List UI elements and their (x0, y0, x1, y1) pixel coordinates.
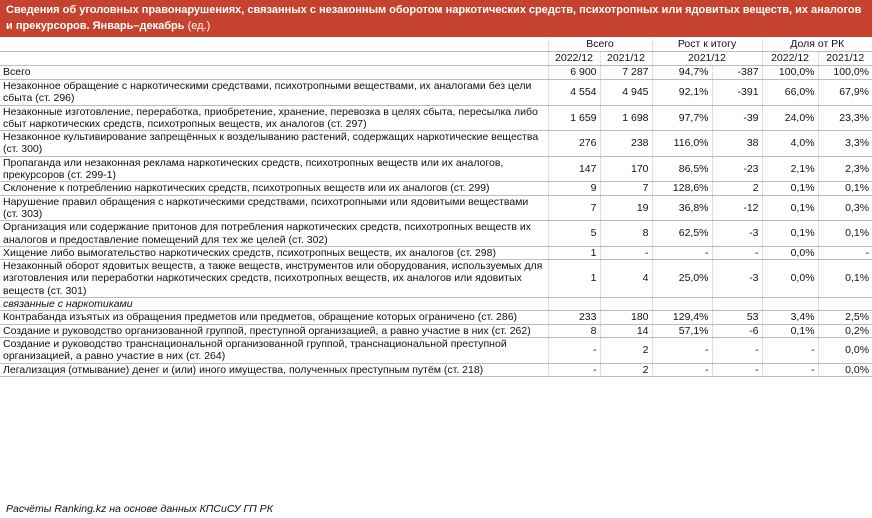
subheading-label: связанные с наркотиками (0, 298, 548, 311)
cell-value: 100,0% (762, 66, 818, 80)
table-row (0, 195, 872, 221)
empty-cell (548, 298, 600, 311)
header-year: 2021/12 (600, 52, 652, 66)
cell-value: 233 (548, 311, 600, 324)
cell-value: - (818, 246, 872, 259)
cell-value: 5 (548, 221, 600, 247)
cell-value: 0,1% (818, 221, 872, 247)
cell-value: - (600, 246, 652, 259)
cell-value: - (762, 363, 818, 376)
header-year: 2022/12 (548, 52, 600, 66)
cell-value: 62,5% (652, 221, 712, 247)
empty-cell (600, 298, 652, 311)
cell-value: 6 900 (548, 66, 600, 80)
cell-value: 0,1% (818, 260, 872, 298)
cell-value: -387 (712, 66, 762, 80)
cell-value: 0,1% (762, 221, 818, 247)
cell-value: - (652, 337, 712, 363)
cell-value: 94,7% (652, 66, 712, 80)
table-row (0, 260, 872, 298)
cell-value: 0,1% (762, 324, 818, 337)
cell-value: 1 (548, 260, 600, 298)
header-share-group: Доля от РК (762, 38, 872, 52)
crime-stats-table (0, 38, 872, 377)
row-label: Всего (0, 66, 548, 80)
row-label: Хищение либо вымогательство наркотических средств, психотропных веществ, их аналогов (ст. 298) (0, 246, 548, 259)
cell-value: 7 (548, 195, 600, 221)
cell-value: 276 (548, 131, 600, 157)
source-note: Расчёты Ranking.kz на основе данных КПСиСУ ГП РК (6, 503, 273, 515)
cell-value: 0,3% (818, 195, 872, 221)
cell-value: - (762, 337, 818, 363)
cell-value: 2,3% (818, 156, 872, 182)
table-row (0, 156, 872, 182)
header-total-group: Всего (548, 38, 652, 52)
cell-value: 38 (712, 131, 762, 157)
cell-value: 1 698 (600, 105, 652, 131)
cell-value: 9 (548, 182, 600, 195)
cell-value: 238 (600, 131, 652, 157)
cell-value: 3,4% (762, 311, 818, 324)
cell-value: -3 (712, 221, 762, 247)
cell-value: 2 (600, 337, 652, 363)
row-label: Незаконный оборот ядовитых веществ, а также веществ, инструментов или оборудования, используемых для изготовления или переработки наркотических средств, психотропных веществ, их аналогов или ядовитых веществ (ст. 301) (0, 260, 548, 298)
table-row (0, 246, 872, 259)
cell-value: 2,5% (818, 311, 872, 324)
empty-cell (818, 298, 872, 311)
cell-value: -23 (712, 156, 762, 182)
cell-value: 2,1% (762, 156, 818, 182)
cell-value: 92,1% (652, 80, 712, 106)
row-label: Контрабанда изъятых из обращения предметов или предметов, обращение которых ограничено (ст. 286) (0, 311, 548, 324)
cell-value: 0,0% (762, 260, 818, 298)
cell-value: 86,5% (652, 156, 712, 182)
cell-value: 180 (600, 311, 652, 324)
row-label: Незаконное культивирование запрещённых к возделыванию растений, содержащих наркотические вещества (ст. 300) (0, 131, 548, 157)
cell-value: 7 (600, 182, 652, 195)
row-label: Нарушение правил обращения с наркотическими средствами, психотропными или ядовитыми веществами (ст. 303) (0, 195, 548, 221)
cell-value: - (652, 363, 712, 376)
cell-value: 0,0% (818, 337, 872, 363)
header-row-years (0, 52, 872, 66)
cell-value: 24,0% (762, 105, 818, 131)
table-title-unit: (ед.) (184, 19, 211, 32)
cell-value: 0,2% (818, 324, 872, 337)
table-row (0, 221, 872, 247)
table-row (0, 105, 872, 131)
cell-value: 25,0% (652, 260, 712, 298)
row-label: Организация или содержание притонов для потребления наркотических средств, психотропных веществ их аналогов и предоставление помещений для тех же целей (ст. 302) (0, 221, 548, 247)
header-row-groups (0, 38, 872, 52)
row-label: Пропаганда или незаконная реклама наркотических средств, психотропных веществ или их аналогов, прекурсоров (ст. 299-1) (0, 156, 548, 182)
cell-value: 8 (548, 324, 600, 337)
cell-value: 1 659 (548, 105, 600, 131)
cell-value: 7 287 (600, 66, 652, 80)
cell-value: 4,0% (762, 131, 818, 157)
row-label: Легализация (отмывание) денег и (или) иного имущества, полученных преступным путём (ст. 218) (0, 363, 548, 376)
header-year: 2021/12 (652, 52, 762, 66)
cell-value: 0,1% (762, 182, 818, 195)
cell-value: 100,0% (818, 66, 872, 80)
row-label: Незаконные изготовление, переработка, приобретение, хранение, перевозка в целях сбыта, пересылка либо сбыт наркотических средств, психотропных веществ, их аналогов (ст. 297) (0, 105, 548, 131)
cell-value: 1 (548, 246, 600, 259)
table-row (0, 337, 872, 363)
cell-value: - (548, 337, 600, 363)
cell-value: 0,1% (818, 182, 872, 195)
header-blank (0, 38, 548, 52)
cell-value: 0,1% (762, 195, 818, 221)
cell-value: 14 (600, 324, 652, 337)
table-row-total (0, 66, 872, 80)
cell-value: 23,3% (818, 105, 872, 131)
cell-value: 36,8% (652, 195, 712, 221)
cell-value: -391 (712, 80, 762, 106)
table-row (0, 131, 872, 157)
cell-value: 128,6% (652, 182, 712, 195)
cell-value: 97,7% (652, 105, 712, 131)
cell-value: 4 (600, 260, 652, 298)
cell-value: 53 (712, 311, 762, 324)
row-label: Создание и руководство организованной группой, преступной организацией, а равно участие в них (ст. 262) (0, 324, 548, 337)
cell-value: - (548, 363, 600, 376)
table-row (0, 363, 872, 376)
cell-value: -12 (712, 195, 762, 221)
cell-value: -39 (712, 105, 762, 131)
cell-value: 66,0% (762, 80, 818, 106)
cell-value: 4 554 (548, 80, 600, 106)
cell-value: 0,0% (818, 363, 872, 376)
empty-cell (762, 298, 818, 311)
header-growth-group: Рост к итогу (652, 38, 762, 52)
cell-value: - (712, 246, 762, 259)
cell-value: -6 (712, 324, 762, 337)
cell-value: 0,0% (762, 246, 818, 259)
row-label: Склонение к потреблению наркотических средств, психотропных веществ или их аналогов (ст. 299) (0, 182, 548, 195)
empty-cell (712, 298, 762, 311)
header-year: 2022/12 (762, 52, 818, 66)
cell-value: -3 (712, 260, 762, 298)
cell-value: 4 945 (600, 80, 652, 106)
cell-value: 67,9% (818, 80, 872, 106)
table-title (0, 0, 872, 37)
cell-value: 57,1% (652, 324, 712, 337)
cell-value: - (652, 246, 712, 259)
row-label: Создание и руководство транснациональной организованной группой, транснациональной преступной организацией, а равно участие в них (ст. 264) (0, 337, 548, 363)
cell-value: - (712, 363, 762, 376)
cell-value: 116,0% (652, 131, 712, 157)
cell-value: 8 (600, 221, 652, 247)
cell-value: 170 (600, 156, 652, 182)
table-row (0, 182, 872, 195)
table-row (0, 324, 872, 337)
cell-value: 2 (600, 363, 652, 376)
row-label: Незаконное обращение с наркотическими средствами, психотропными веществами, их аналогами без цели сбыта (ст. 296) (0, 80, 548, 106)
cell-value: 3,3% (818, 131, 872, 157)
cell-value: 129,4% (652, 311, 712, 324)
header-year: 2021/12 (818, 52, 872, 66)
subheading-row (0, 298, 872, 311)
cell-value: 2 (712, 182, 762, 195)
table-row (0, 311, 872, 324)
cell-value: 147 (548, 156, 600, 182)
header-blank (0, 52, 548, 66)
cell-value: 19 (600, 195, 652, 221)
table-row (0, 80, 872, 106)
cell-value: - (712, 337, 762, 363)
empty-cell (652, 298, 712, 311)
table-title-main: Сведения об уголовных правонарушениях, связанных с незаконным оборотом наркотических средств, психотропных или ядовитых веществ, их аналогов и прекурсоров. Январь–декабрь (6, 4, 862, 32)
